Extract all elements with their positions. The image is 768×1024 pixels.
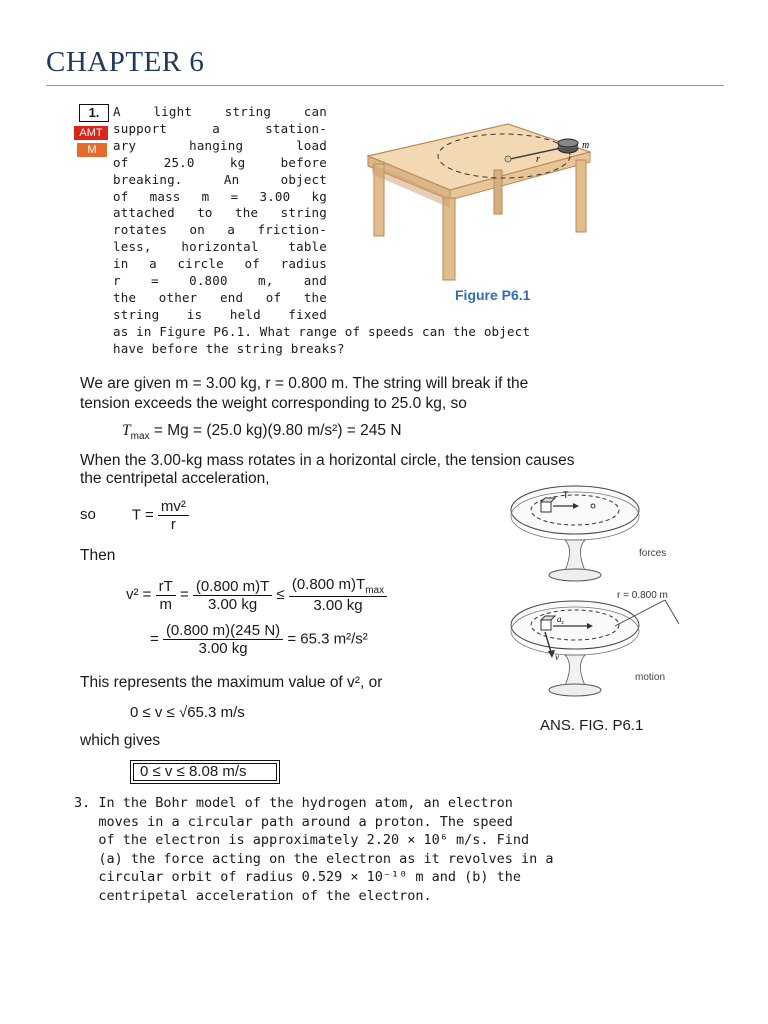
tmax-subscript: max [130, 431, 150, 443]
frac-result [163, 622, 283, 657]
given-line-1: We are given m = 3.00 kg, r = 0.800 m. The string will break if the [80, 375, 529, 392]
final-answer-box [130, 760, 280, 784]
problem3-text [74, 794, 654, 905]
chapter-title: CHAPTER 6 [46, 46, 205, 78]
problem1-line: A light string can [113, 104, 327, 119]
problem1-continuation [113, 324, 688, 358]
problem1-line: less, horizontal table [113, 239, 327, 255]
circle-line-1: When the 3.00-kg mass rotates in a horizontal circle, the tension causes [80, 452, 575, 469]
table-figure [358, 104, 598, 284]
amt-tag: AMT [74, 126, 108, 140]
frac-num: (0.800 m)(245 N) [163, 622, 283, 640]
problem1-line: support a station- [113, 120, 327, 136]
t-lhs: T = [131, 506, 154, 524]
problem1-line: the other end of the [113, 289, 327, 305]
t-fraction [158, 498, 189, 533]
problem1-line: have before the string breaks? [113, 340, 345, 356]
frac-num: rT [156, 578, 176, 596]
problem-number-badge: 1. [79, 104, 109, 122]
frac-tmax [289, 576, 387, 614]
frac-num: (0.800 m)T [193, 578, 272, 596]
problem1-line: rotates on a friction- [113, 222, 327, 238]
problem3-line: 3. In the Bohr model of the hydrogen atom, an electron [74, 795, 513, 811]
problem1-line: as in Figure P6.1. What range of speeds can the object [113, 324, 531, 339]
t-denominator: r [170, 516, 176, 533]
v2-equation: v² = $\frac{rT}{m}$ = $\frac{(0.800 m)T}{3.00 kg}$ ≤ $\frac{(0.800 m)T_{max}}{3.00 kg}$ [126, 576, 387, 614]
problem3-line: centripetal acceleration of the electron. [74, 887, 432, 904]
final-answer: 0 ≤ v ≤ 8.08 m/s [133, 763, 277, 781]
range-inequality: 0 ≤ v ≤ √65.3 m/s [130, 704, 245, 721]
mass-label: m [582, 140, 590, 151]
then-label: Then [80, 547, 116, 564]
problem3-line: (a) the force acting on the electron as it revolves in a [74, 850, 554, 867]
so-label: so [80, 506, 96, 524]
frac-den: m [159, 595, 172, 613]
motion-label: motion [635, 672, 666, 683]
tmax-rhs: = Mg = (25.0 kg)(9.80 m/s²) = 245 N [149, 422, 402, 439]
v2-result: = 65.3 m²/s² [287, 630, 368, 648]
problem1-line: string is held fixed [113, 306, 327, 322]
forces-label: forces [639, 548, 667, 559]
v2-result-equation: = $\frac{(0.800 m)(245 N)}{3.00 kg}$ = 65.3 m²/s² [150, 622, 368, 657]
problem1-line: r = 0.800 m, and [113, 273, 327, 289]
answer-figure-caption: ANS. FIG. P6.1 [540, 717, 644, 734]
given-line-2: tension exceeds the weight corresponding to 25.0 kg, so [80, 395, 467, 412]
t-numerator: mv² [158, 498, 189, 516]
tmax-equation [122, 422, 402, 442]
which-gives-line: which gives [80, 732, 161, 749]
v2-lhs: v² = [126, 585, 152, 603]
represents-line: This represents the maximum value of v², or [80, 674, 383, 691]
frac-num: (0.800 $m)T_{max}$ [289, 576, 387, 597]
problem3-line: of the electron is approximately 2.20 × 10⁶ m/s. Find [74, 832, 530, 848]
tmax-symbol: T [122, 422, 131, 439]
problem1-line: of 25.0 kg before [113, 154, 327, 170]
tension-arrow-label: T [563, 490, 569, 500]
frac-den: 3.00 kg [198, 640, 248, 657]
radius-label: r = 0.800 m [617, 590, 668, 601]
frac-rt-m [156, 578, 176, 613]
problem1-line: attached to the string [113, 205, 327, 221]
figure-caption: Figure P6.1 [455, 287, 531, 303]
problem1-line: in a circle of radius [113, 256, 327, 272]
frac-t [193, 578, 272, 613]
answer-figure [505, 480, 705, 710]
problem1-text [113, 104, 327, 324]
m-tag: M [77, 143, 107, 157]
leq-sign: ≤ [276, 585, 285, 603]
chapter-divider [46, 85, 724, 86]
radius-label: r [536, 154, 540, 165]
problem1-line: ary hanging load [113, 137, 327, 153]
circle-line-2: the centripetal acceleration, [80, 470, 270, 487]
tension-equation [80, 498, 189, 533]
problem1-line: breaking. An object [113, 171, 327, 187]
frac-den: 3.00 kg [313, 597, 363, 614]
problem1-line: of mass m = 3.00 kg [113, 188, 327, 204]
problem3-line: circular orbit of radius 0.529 × 10⁻¹⁰ m and (b) the [74, 869, 522, 885]
frac-den: 3.00 kg [207, 595, 258, 613]
v-label: v [555, 652, 559, 662]
ac-label: $a_c$ [557, 614, 565, 626]
problem3-line: moves in a circular path around a proton. The speed [74, 813, 513, 830]
